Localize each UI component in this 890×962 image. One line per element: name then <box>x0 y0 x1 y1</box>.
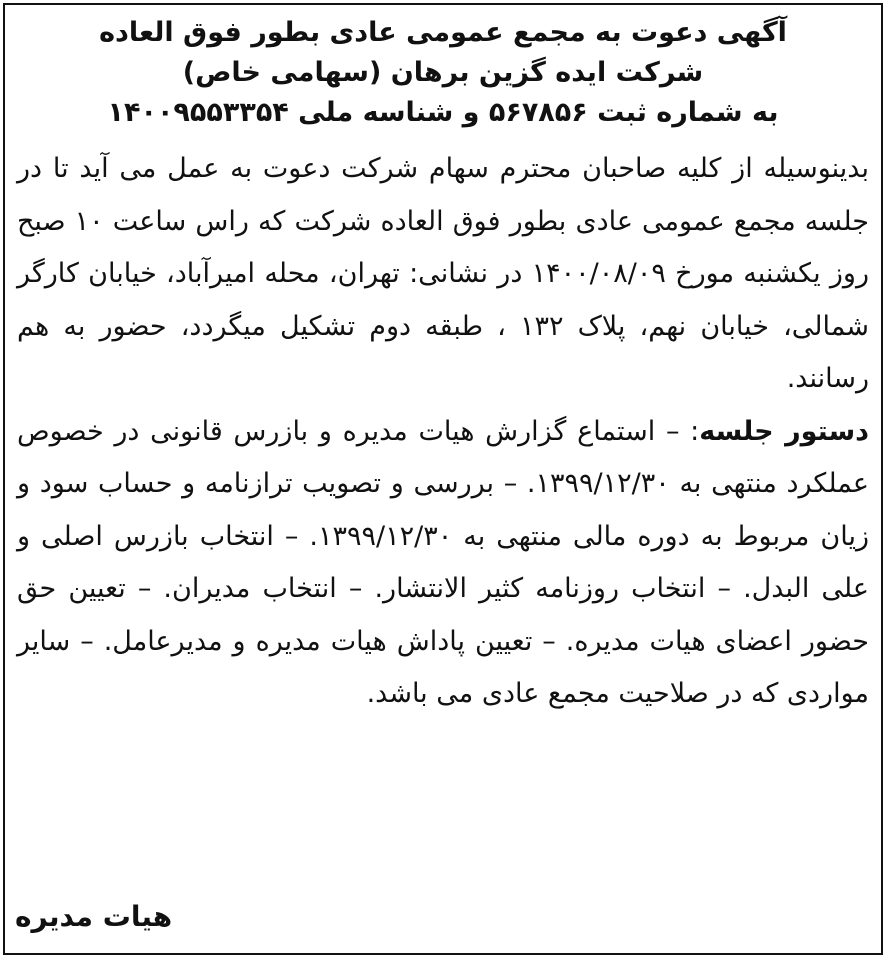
agenda-label: دستور جلسه <box>699 415 869 447</box>
notice-title: آگهی دعوت به مجمع عمومی عادی بطور فوق العاده <box>99 17 787 48</box>
registration-info: به شماره ثبت ۵۶۷۸۵۶ و شناسه ملی ۱۴۰۰۹۵۵۳۳۵۴ <box>107 97 779 128</box>
notice-frame <box>3 3 883 955</box>
agenda-items: : – استماع گزارش هیات مدیره و بازرس قانونی در خصوص عملکرد منتهی به ۱۳۹۹/۱۲/۳۰. – بررسی و تصویب ترازنامه و حساب سود و زیان مربوط به دوره مالی منتهی به ۱۳۹۹/۱۲/۳۰. – انتخاب بازرس اصلی و علی البدل. – انتخاب روزنامه کثیر الانتشار. – انتخاب مدیران. – تعیین حق حضور اعضای هیات مدیره. – تعیین پاداش هیات مدیره و مدیرعامل. – سایر مواردی که در صلاحیت مجمع عادی می باشد. <box>17 415 870 709</box>
signature: هیات مدیره <box>15 900 173 933</box>
agenda-paragraph <box>17 406 869 721</box>
invitation-paragraph <box>17 143 869 406</box>
company-name: شرکت ایده گزین برهان (سهامی خاص) <box>182 57 704 88</box>
notice-body <box>17 143 869 721</box>
notice-header <box>5 5 881 133</box>
invitation-text: بدینوسیله از کلیه صاحبان محترم سهام شرکت دعوت به عمل می آید تا در جلسه مجمع عمومی عادی بطور فوق العاده شرکت که راس ساعت ۱۰ صبح روز یکشنبه مورخ ۱۴۰۰/۰۸/۰۹ در نشانی: تهران، محله امیرآباد، خیابان کارگر شمالی، خیابان نهم، پلاک ۱۳۲ ، طبقه دوم تشکیل میگردد، حضور به هم رسانند. <box>17 153 870 394</box>
